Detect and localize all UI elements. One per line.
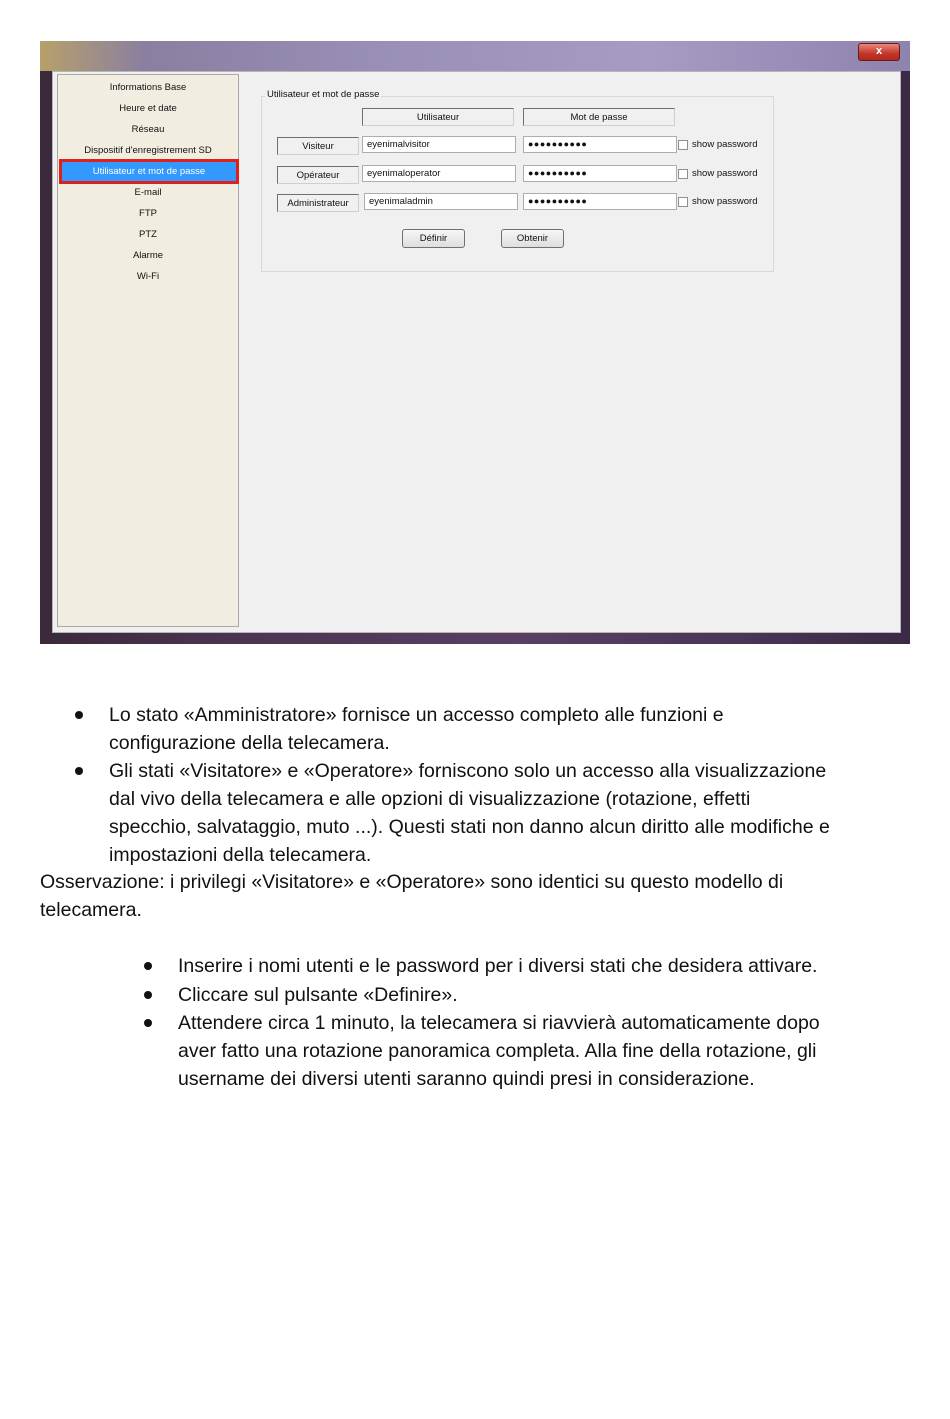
username-field-visiteur[interactable]: eyenimalvisitor [362,136,516,153]
sidebar-item-email[interactable]: E-mail [134,187,162,198]
bullet-line: Attendere circa 1 minuto, la telecamera si riavvierà automaticamente dopo [178,1012,820,1034]
note-line: Osservazione: i privilegi «Visitatore» e «Operatore» sono identici su questo modello di [40,871,784,893]
bullet-marker [75,767,83,775]
show-password-checkbox-visiteur[interactable] [678,140,688,150]
bullet-line: Inserire i nomi utenti e le password per i diversi stati che desidera attivare. [178,955,818,977]
show-password-label: show password [692,139,758,150]
column-header-password: Mot de passe [523,108,675,126]
settings-panel [241,72,900,632]
sidebar-item-user-password[interactable]: Utilisateur et mot de passe [62,162,236,181]
obtenir-button[interactable]: Obtenir [501,229,564,248]
window-titlebar [40,41,910,71]
password-field-administrateur[interactable]: ●●●●●●●●●● [523,193,677,210]
role-label-visiteur: Visiteur [277,137,359,155]
bullet-line: Cliccare sul pulsante «Definire». [178,984,458,1006]
group-title: Utilisateur et mot de passe [267,89,380,100]
settings-sidebar [57,74,239,627]
password-field-visiteur[interactable]: ●●●●●●●●●● [523,136,677,153]
sidebar-item-informations-base[interactable]: Informations Base [109,82,187,93]
username-field-operateur[interactable]: eyenimaloperator [362,165,516,182]
show-password-label: show password [692,196,758,207]
show-password-checkbox-operateur[interactable] [678,169,688,179]
sidebar-item-ftp[interactable]: FTP [139,208,157,219]
definir-button[interactable]: Définir [402,229,465,248]
bullet-line: dal vivo della telecamera e alle opzioni di visualizzazione (rotazione, effetti [109,788,751,810]
username-field-administrateur[interactable]: eyenimaladmin [364,193,518,210]
show-password-label: show password [692,168,758,179]
bullet-line: Gli stati «Visitatore» e «Operatore» forniscono solo un accesso alla visualizzazione [109,760,827,782]
bullet-marker [144,962,152,970]
bullet-marker [144,991,152,999]
bullet-line: aver fatto una rotazione panoramica completa. Alla fine della rotazione, gli [178,1040,817,1062]
bullet-line: configurazione della telecamera. [109,732,390,754]
bullet-line: specchio, salvataggio, muto ...). Questi stati non danno alcun diritto alle modifiche e [109,816,830,838]
sidebar-item-ptz[interactable]: PTZ [139,229,157,240]
sidebar-item-alarme[interactable]: Alarme [132,250,164,261]
note-line: telecamera. [40,899,142,921]
password-field-operateur[interactable]: ●●●●●●●●●● [523,165,677,182]
window-client-area [52,71,901,633]
sidebar-item-wifi[interactable]: Wi-Fi [136,271,160,282]
bullet-line: impostazioni della telecamera. [109,844,372,866]
bullet-line: Lo stato «Amministratore» fornisce un accesso completo alle funzioni e [109,704,724,726]
show-password-checkbox-administrateur[interactable] [678,197,688,207]
sidebar-item-reseau[interactable]: Réseau [131,124,165,135]
bullet-marker [75,711,83,719]
role-label-administrateur: Administrateur [277,194,359,212]
column-header-user: Utilisateur [362,108,514,126]
bullet-marker [144,1019,152,1027]
close-button[interactable]: x [858,43,900,61]
bullet-line: username dei diversi utenti saranno quindi presi in considerazione. [178,1068,755,1090]
sidebar-item-sd-recording[interactable]: Dispositif d'enregistrement SD [84,145,212,156]
role-label-operateur: Opérateur [277,166,359,184]
settings-window-screenshot [40,41,910,644]
sidebar-item-heure-et-date[interactable]: Heure et date [119,103,177,114]
